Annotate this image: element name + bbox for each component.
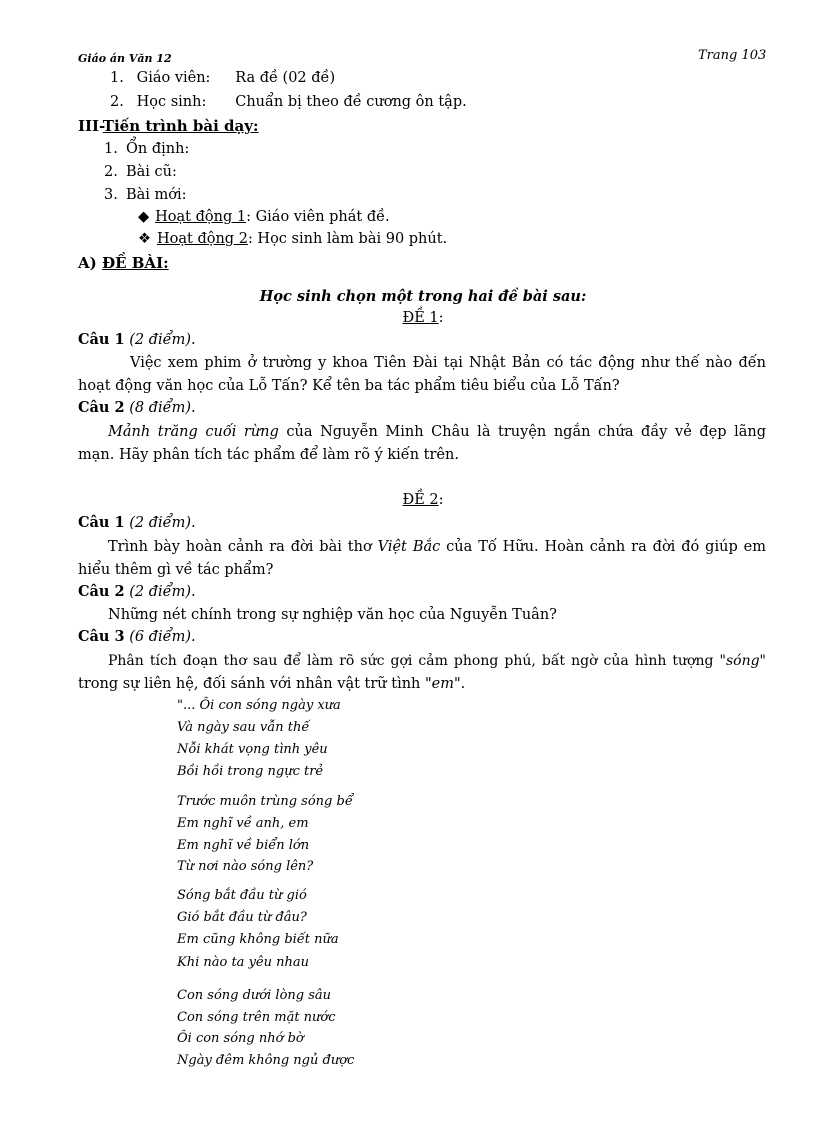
section-a-heading: A) ĐỀ BÀI: [78, 254, 169, 272]
poem-line: Em nghĩ về biển lớn [177, 838, 310, 853]
poem-line: Gió bắt đầu từ đâu? [177, 910, 307, 925]
exam-1-question-2-line-1: Mảnh trăng cuối rừng của Nguyễn Minh Châu là truyện ngắn chứa đầy vẻ đẹp lãng [108, 424, 766, 440]
step-item: 3. Bài mới: [104, 187, 187, 203]
poem-line: "... Ôi con sóng ngày xưa [177, 698, 341, 713]
exam-1-title: ĐỀ 1: [402, 310, 444, 326]
exam-2-question-3-label: Câu 3 (6 điểm). [78, 628, 196, 645]
step-item: 2. Bài cũ: [104, 164, 177, 180]
exam-1-question-2-line-2: mạn. Hãy phân tích tác phẩm để làm rõ ý kiến trên. [78, 447, 459, 463]
prep-item-student: 2. Học sinh: Chuẩn bị theo đề cương ôn tập. [110, 94, 467, 110]
exam-1-question-1-line-2: hoạt động văn học của Lỗ Tấn? Kể tên ba tác phẩm tiêu biểu của Lỗ Tấn? [78, 378, 620, 394]
exam-instruction: Học sinh chọn một trong hai đề bài sau: [259, 288, 587, 305]
page-number: Trang 103 [698, 48, 767, 63]
poem-line: Trước muôn trùng sóng bể [177, 794, 353, 809]
header-left: Giáo án Văn 12 [78, 52, 172, 65]
step-item: 1. Ổn định: [104, 141, 190, 157]
poem-line: Sóng bắt đầu từ gió [177, 888, 307, 903]
poem-line: Ngày đêm không ngủ được [177, 1053, 355, 1068]
poem-line: Em nghĩ về anh, em [177, 816, 309, 831]
poem-line: Và ngày sau vẫn thế [177, 720, 310, 735]
poem-line: Nỗi khát vọng tình yêu [177, 742, 328, 757]
activity-1: ◆ Hoạt động 1: Giáo viên phát đề. [138, 209, 390, 225]
exam-2-question-1-line-2: hiểu thêm gì về tác phẩm? [78, 562, 274, 578]
poem-line: Từ nơi nào sóng lên? [177, 859, 314, 874]
poem-line: Bồi hồi trong ngực trẻ [177, 764, 324, 779]
exam-2-question-2-label: Câu 2 (2 điểm). [78, 583, 196, 600]
exam-2-question-3-line-1: Phân tích đoạn thơ sau để làm rõ sức gợi cảm phong phú, bất ngờ của hình tượng "sóng" [108, 653, 766, 669]
exam-2-question-2-line-1: Những nét chính trong sự nghiệp văn học của Nguyễn Tuân? [108, 607, 557, 623]
section-3-heading: III-Tiến trình bài dạy: [78, 117, 259, 135]
exam-1-question-1-label: Câu 1 (2 điểm). [78, 331, 196, 348]
four-diamond-bullet-icon: ❖ [138, 231, 151, 247]
exam-2-question-3-line-2: trong sự liên hệ, đối sánh với nhân vật trữ tình "em". [78, 676, 466, 692]
exam-2-question-1-line-1: Trình bày hoàn cảnh ra đời bài thơ Việt Bắc của Tố Hữu. Hoàn cảnh ra đời đó giúp em [108, 539, 766, 555]
exam-1-question-1-line-1: Việc xem phim ở trường y khoa Tiên Đài tại Nhật Bản có tác động như thế nào đến [130, 355, 766, 371]
poem-line: Em cũng không biết nữa [177, 932, 339, 947]
poem-line: Ôi con sóng nhớ bờ [177, 1031, 304, 1046]
poem-line: Con sóng trên mặt nước [177, 1010, 336, 1025]
exam-1-question-2-label: Câu 2 (8 điểm). [78, 399, 196, 416]
poem-line: Khi nào ta yêu nhau [177, 955, 309, 970]
exam-2-title: ĐỀ 2: [402, 492, 444, 508]
activity-2: ❖ Hoạt động 2: Học sinh làm bài 90 phút. [138, 231, 448, 247]
diamond-bullet-icon: ◆ [138, 209, 150, 225]
exam-2-question-1-label: Câu 1 (2 điểm). [78, 514, 196, 531]
prep-item-teacher: 1. Giáo viên: Ra đề (02 đề) [110, 70, 336, 86]
poem-line: Con sóng dưới lòng sâu [177, 988, 332, 1003]
